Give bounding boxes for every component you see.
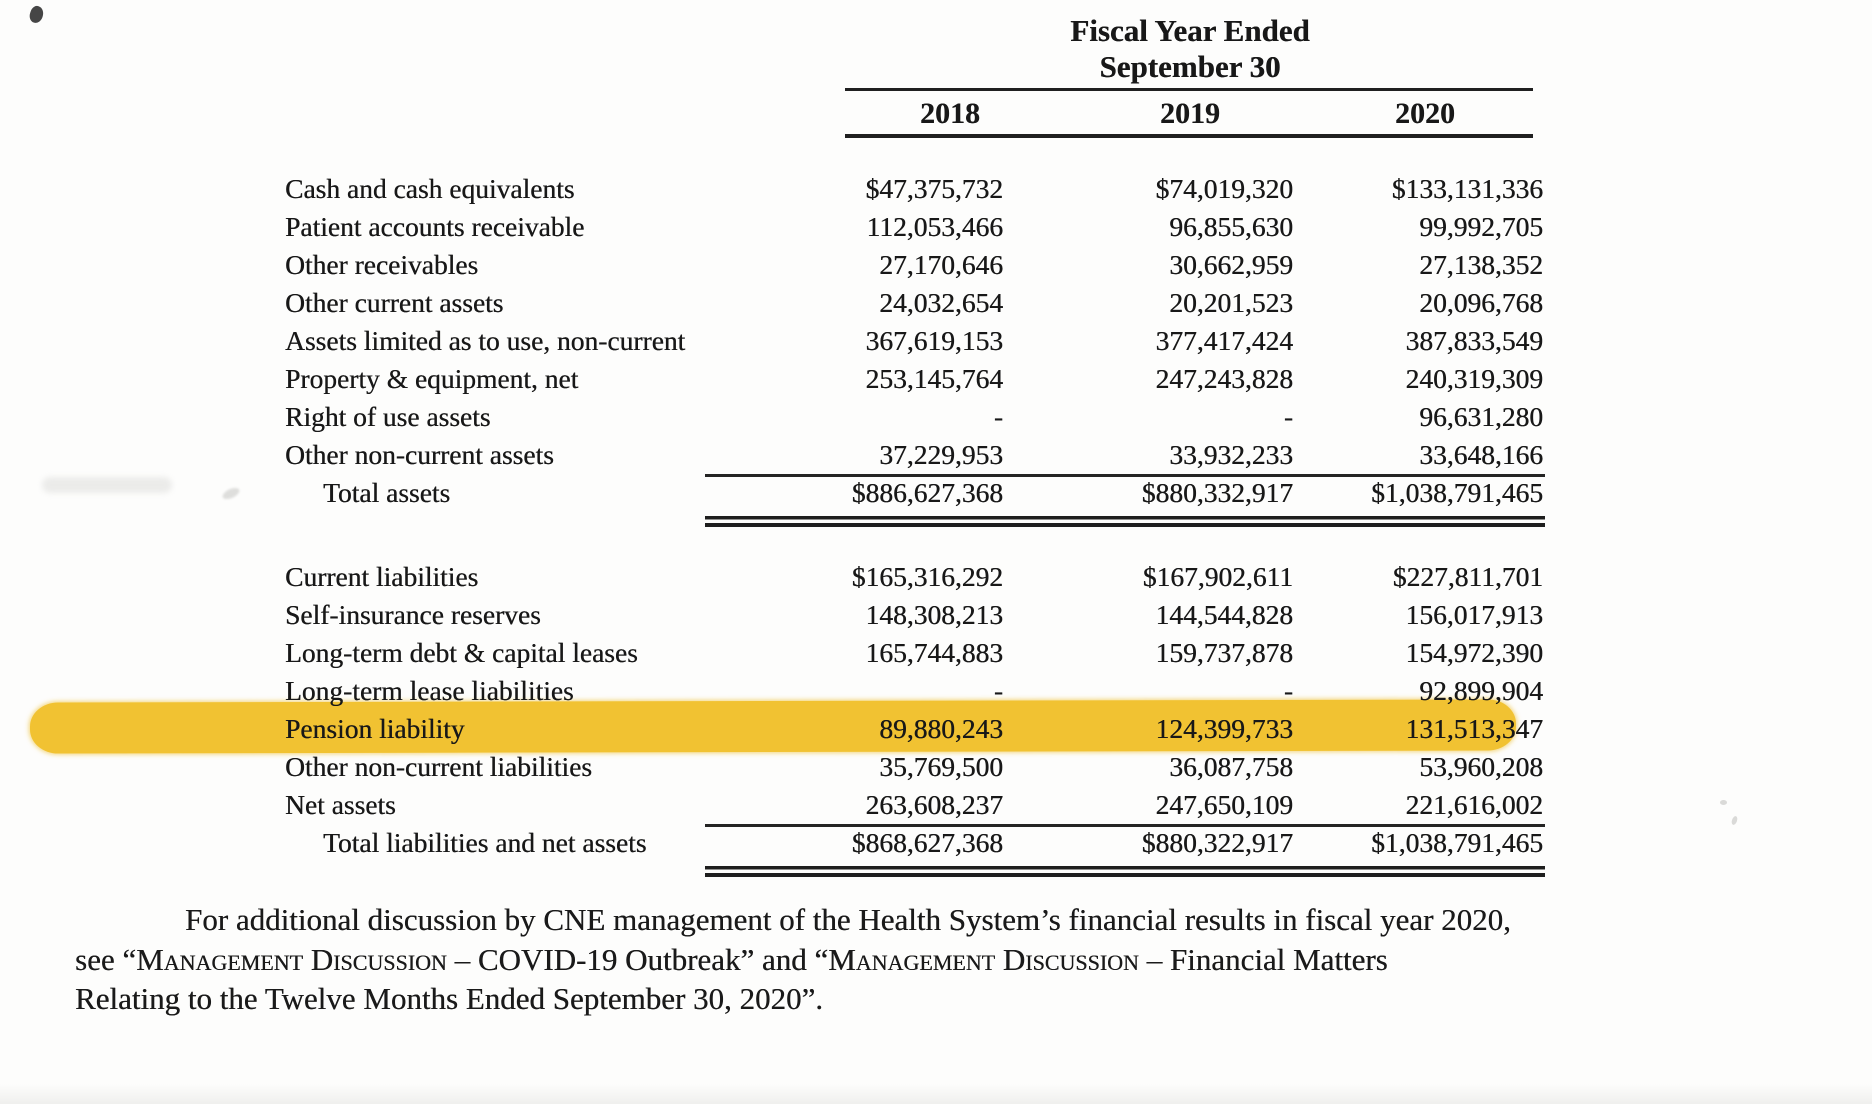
header-rule-top: [845, 88, 1533, 91]
total-double-rule: [705, 516, 1545, 527]
row-label: Right of use assets: [285, 401, 491, 432]
value-cell: 263,608,237: [705, 786, 1005, 827]
row-label: Assets limited as to use, non-current: [285, 325, 686, 356]
value-cell: $1,038,791,465: [1371, 477, 1543, 508]
header-rule-bottom: [845, 134, 1533, 138]
value-cell: $133,131,336: [1391, 173, 1543, 204]
footnote-line: For additional discussion by CNE management of the Health System’s financial results in fiscal year 2020,: [185, 902, 1511, 937]
value-cell: -: [993, 675, 1003, 706]
table-row: [285, 672, 1545, 710]
footnote-line: Relating to the Twelve Months Ended September 30, 2020”.: [75, 981, 824, 1016]
value-cell: 377,417,424: [1155, 325, 1293, 356]
table-row: [285, 170, 1545, 208]
scan-artifact: [1718, 798, 1744, 828]
value-cell: 131,513,347: [1405, 713, 1543, 744]
scan-artifact: [221, 486, 241, 502]
footnote-paragraph: [75, 900, 1835, 1019]
value-cell: 387,833,549: [1405, 325, 1543, 356]
value-cell: 99,992,705: [1419, 211, 1543, 242]
table-row: [285, 436, 1545, 474]
row-label: Cash and cash equivalents: [285, 173, 575, 204]
row-label: Net assets: [285, 789, 396, 820]
row-label: Self-insurance reserves: [285, 599, 541, 630]
value-cell: 33,932,233: [1005, 436, 1295, 477]
value-cell: 33,648,166: [1295, 436, 1545, 477]
table-row: [285, 824, 1545, 862]
table-row: [285, 208, 1545, 246]
table-row: [285, 398, 1545, 436]
table-title-line2: September 30: [1099, 49, 1281, 84]
row-label: Other non-current assets: [285, 439, 554, 470]
value-cell: 156,017,913: [1405, 599, 1543, 630]
table-row: [285, 360, 1545, 398]
value-cell: $74,019,320: [1155, 173, 1293, 204]
value-cell: 240,319,309: [1405, 363, 1543, 394]
value-cell: 37,229,953: [705, 436, 1005, 477]
value-cell: $886,627,368: [851, 477, 1003, 508]
column-header-2018: 2018: [920, 97, 980, 130]
value-cell: 112,053,466: [866, 211, 1003, 242]
smallcaps-reference: Management Discussion: [136, 941, 447, 977]
row-label: Pension liability: [285, 713, 465, 744]
scan-artifact: [0, 1084, 1872, 1104]
table-row: [285, 474, 1545, 512]
total-double-rule: [705, 866, 1545, 877]
value-cell: 30,662,959: [1169, 249, 1293, 280]
value-cell: $1,038,791,465: [1371, 827, 1543, 858]
table-row: [285, 284, 1545, 322]
table-row: [285, 596, 1545, 634]
value-cell: 96,855,630: [1169, 211, 1293, 242]
value-cell: 89,880,243: [879, 713, 1003, 744]
row-label: Current liabilities: [285, 561, 479, 592]
value-cell: 247,243,828: [1155, 363, 1293, 394]
value-cell: $880,322,917: [1141, 827, 1293, 858]
value-cell: 124,399,733: [1155, 713, 1293, 744]
value-cell: 35,769,500: [879, 751, 1003, 782]
footnote-text: – COVID-19 Outbreak” and “: [446, 941, 829, 977]
value-cell: 24,032,654: [879, 287, 1003, 318]
table-row: [285, 558, 1545, 596]
scan-artifact: [42, 477, 172, 493]
value-cell: 247,650,109: [1005, 786, 1295, 827]
table-row: [285, 634, 1545, 672]
table-row: [285, 748, 1545, 786]
value-cell: $227,811,701: [1392, 561, 1543, 592]
footnote-text: – Financial Matters: [1138, 941, 1388, 977]
value-cell: 154,972,390: [1405, 637, 1543, 668]
value-cell: 20,201,523: [1169, 287, 1293, 318]
value-cell: 367,619,153: [865, 325, 1003, 356]
value-cell: 165,744,883: [865, 637, 1003, 668]
value-cell: $165,316,292: [851, 561, 1003, 592]
value-cell: 53,960,208: [1419, 751, 1543, 782]
footnote-text: see “: [75, 941, 137, 977]
column-header-2020: 2020: [1395, 97, 1455, 130]
value-cell: 20,096,768: [1419, 287, 1543, 318]
row-label: Total liabilities and net assets: [323, 827, 647, 858]
value-cell: $167,902,611: [1142, 561, 1293, 592]
value-cell: 148,308,213: [865, 599, 1003, 630]
footnote-line: [75, 940, 1835, 980]
table-row: [285, 786, 1545, 824]
value-cell: -: [993, 401, 1003, 432]
value-cell: 92,899,904: [1419, 675, 1543, 706]
row-label: Other receivables: [285, 249, 479, 280]
value-cell: 27,138,352: [1419, 249, 1543, 280]
table-title-line1: Fiscal Year Ended: [1070, 13, 1310, 48]
row-label: Other current assets: [285, 287, 504, 318]
value-cell: -: [1283, 401, 1293, 432]
table-row: [285, 246, 1545, 284]
row-label: Total assets: [323, 477, 451, 508]
value-cell: 96,631,280: [1419, 401, 1543, 432]
row-label: Long-term debt & capital leases: [285, 637, 638, 668]
assets-section: [285, 170, 1545, 512]
value-cell: $47,375,732: [865, 173, 1003, 204]
table-row: [285, 710, 1545, 748]
column-header-2019: 2019: [1160, 97, 1220, 130]
row-label: Patient accounts receivable: [285, 211, 585, 242]
table-row: [285, 322, 1545, 360]
liabilities-section: [285, 558, 1545, 862]
value-cell: 221,616,002: [1295, 786, 1545, 827]
value-cell: $868,627,368: [851, 827, 1003, 858]
value-cell: 36,087,758: [1169, 751, 1293, 782]
row-label: Property & equipment, net: [285, 363, 579, 394]
value-cell: 144,544,828: [1155, 599, 1293, 630]
scan-artifact: [28, 4, 46, 24]
row-label: Long-term lease liabilities: [285, 675, 574, 706]
row-label: Other non-current liabilities: [285, 751, 592, 782]
value-cell: 253,145,764: [865, 363, 1003, 394]
value-cell: 27,170,646: [879, 249, 1003, 280]
value-cell: $880,332,917: [1141, 477, 1293, 508]
value-cell: 159,737,878: [1155, 637, 1293, 668]
value-cell: -: [1283, 675, 1293, 706]
smallcaps-reference: Management Discussion: [828, 941, 1139, 977]
